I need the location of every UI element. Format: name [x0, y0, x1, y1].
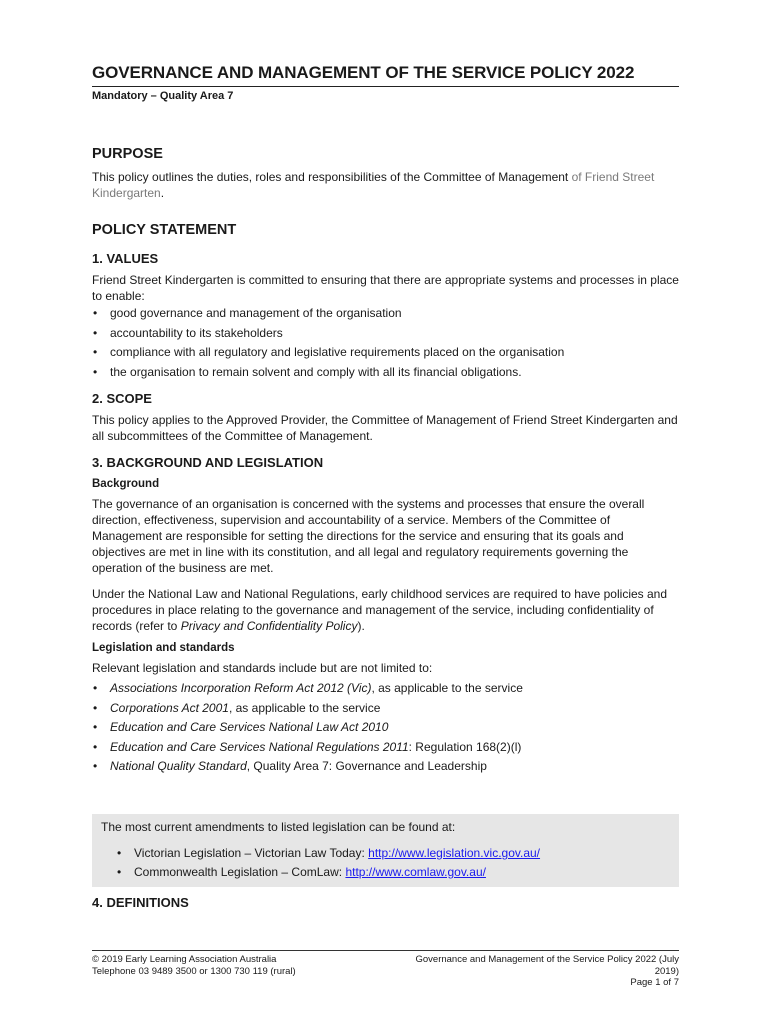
footer-copyright: © 2019 Early Learning Association Australia [92, 954, 277, 965]
comlaw-link[interactable]: http://www.comlaw.gov.au/ [345, 865, 486, 879]
bullet-icon: • [93, 345, 98, 359]
note-text: The most current amendments to listed legislation can be found at: [101, 820, 456, 834]
bullet-icon: • [93, 364, 98, 379]
list-item: • Education and Care Services National Regulations 2011: Regulation 168(2)(l) [92, 738, 679, 758]
list-item: • National Quality Standard, Quality Area 7: Governance and Leadership [92, 757, 679, 777]
background-paragraph-2: Under the National Law and National Regulations, early childhood services are required to have policies and procedures in place relating to the governance and management of the service, including confidentiality of records (refer to Privacy and Confidentiality Policy). [92, 587, 668, 633]
bullet-icon: • [93, 700, 98, 715]
background-paragraph: The governance of an organisation is concerned with the systems and processes that ensure the overall direction, effectiveness, supervision and accountability of a service. Members of the Committee of Management are responsible for setting the directions for the service and ensuring that its goals and objectives are met in line with its constitution, and all legal and regulatory requirements governing the operation of the business are met. [92, 497, 645, 575]
list-item: • the organisation to remain solvent and comply with all its financial obligations. [92, 363, 679, 383]
footer-page-number: Page 1 of 7 [630, 977, 679, 988]
bullet-icon: • [93, 720, 98, 734]
values-heading: 1. VALUES [92, 251, 159, 266]
definitions-heading: 4. DEFINITIONS [92, 895, 189, 910]
list-item: • good governance and management of the organisation [92, 304, 679, 324]
list-item: • accountability to its stakeholders [92, 324, 679, 344]
background-subheading: Background [92, 478, 160, 490]
policy-statement-heading: POLICY STATEMENT [92, 222, 237, 238]
list-item: • compliance with all regulatory and legislative requirements placed on the organisation [92, 343, 679, 363]
bullet-icon: • [93, 759, 98, 773]
scope-text: This policy applies to the Approved Provider, the Committee of Management of Friend Street Kindergarten and all subcommittees of the Committee of Management. [92, 413, 678, 443]
list-item: • Corporations Act 2001, as applicable to the service [92, 699, 679, 719]
legislation-intro: Relevant legislation and standards include but are not limited to: [92, 661, 433, 675]
footer-right [379, 954, 679, 989]
page-subtitle: Mandatory – Quality Area 7 [92, 90, 234, 102]
list-item: • Commonwealth Legislation – ComLaw: http://www.comlaw.gov.au/ [116, 863, 666, 882]
list-item: • Education and Care Services National Law Act 2010 [92, 718, 679, 738]
bullet-icon: • [93, 681, 98, 695]
bullet-icon: • [117, 846, 122, 860]
purpose-text: This policy outlines the duties, roles and responsibilities of the Committee of Management of Friend Street Kindergarten. [92, 170, 655, 200]
victorian-legislation-link[interactable]: http://www.legislation.vic.gov.au/ [368, 846, 541, 860]
page-title: GOVERNANCE AND MANAGEMENT OF THE SERVICE POLICY 2022 [92, 63, 679, 87]
legislation-list [92, 679, 679, 777]
background-heading: 3. BACKGROUND AND LEGISLATION [92, 455, 324, 470]
bullet-icon: • [117, 865, 122, 879]
values-intro: Friend Street Kindergarten is committed to ensuring that there are appropriate systems and processes in place to enable: [92, 273, 679, 303]
list-item: • Victorian Legislation – Victorian Law Today: http://www.legislation.vic.gov.au/ [116, 844, 666, 863]
bullet-icon: • [93, 739, 98, 754]
bullet-icon: • [93, 325, 98, 340]
bullet-icon: • [93, 306, 98, 320]
scope-heading: 2. SCOPE [92, 391, 152, 406]
list-item: • Associations Incorporation Reform Act 2012 (Vic), as applicable to the service [92, 679, 679, 699]
footer-doc-title: Governance and Management of the Service Policy 2022 (July [415, 954, 679, 965]
note-links-list [116, 844, 666, 882]
values-list [92, 304, 679, 382]
legislation-note-box [92, 814, 679, 887]
legislation-subheading: Legislation and standards [92, 642, 235, 654]
footer-doc-date: 2019) [654, 965, 679, 977]
footer-telephone: Telephone 03 9489 3500 or 1300 730 119 (rural) [92, 965, 296, 977]
purpose-heading: PURPOSE [92, 146, 163, 162]
footer-divider [92, 950, 679, 951]
footer-left [92, 954, 296, 977]
